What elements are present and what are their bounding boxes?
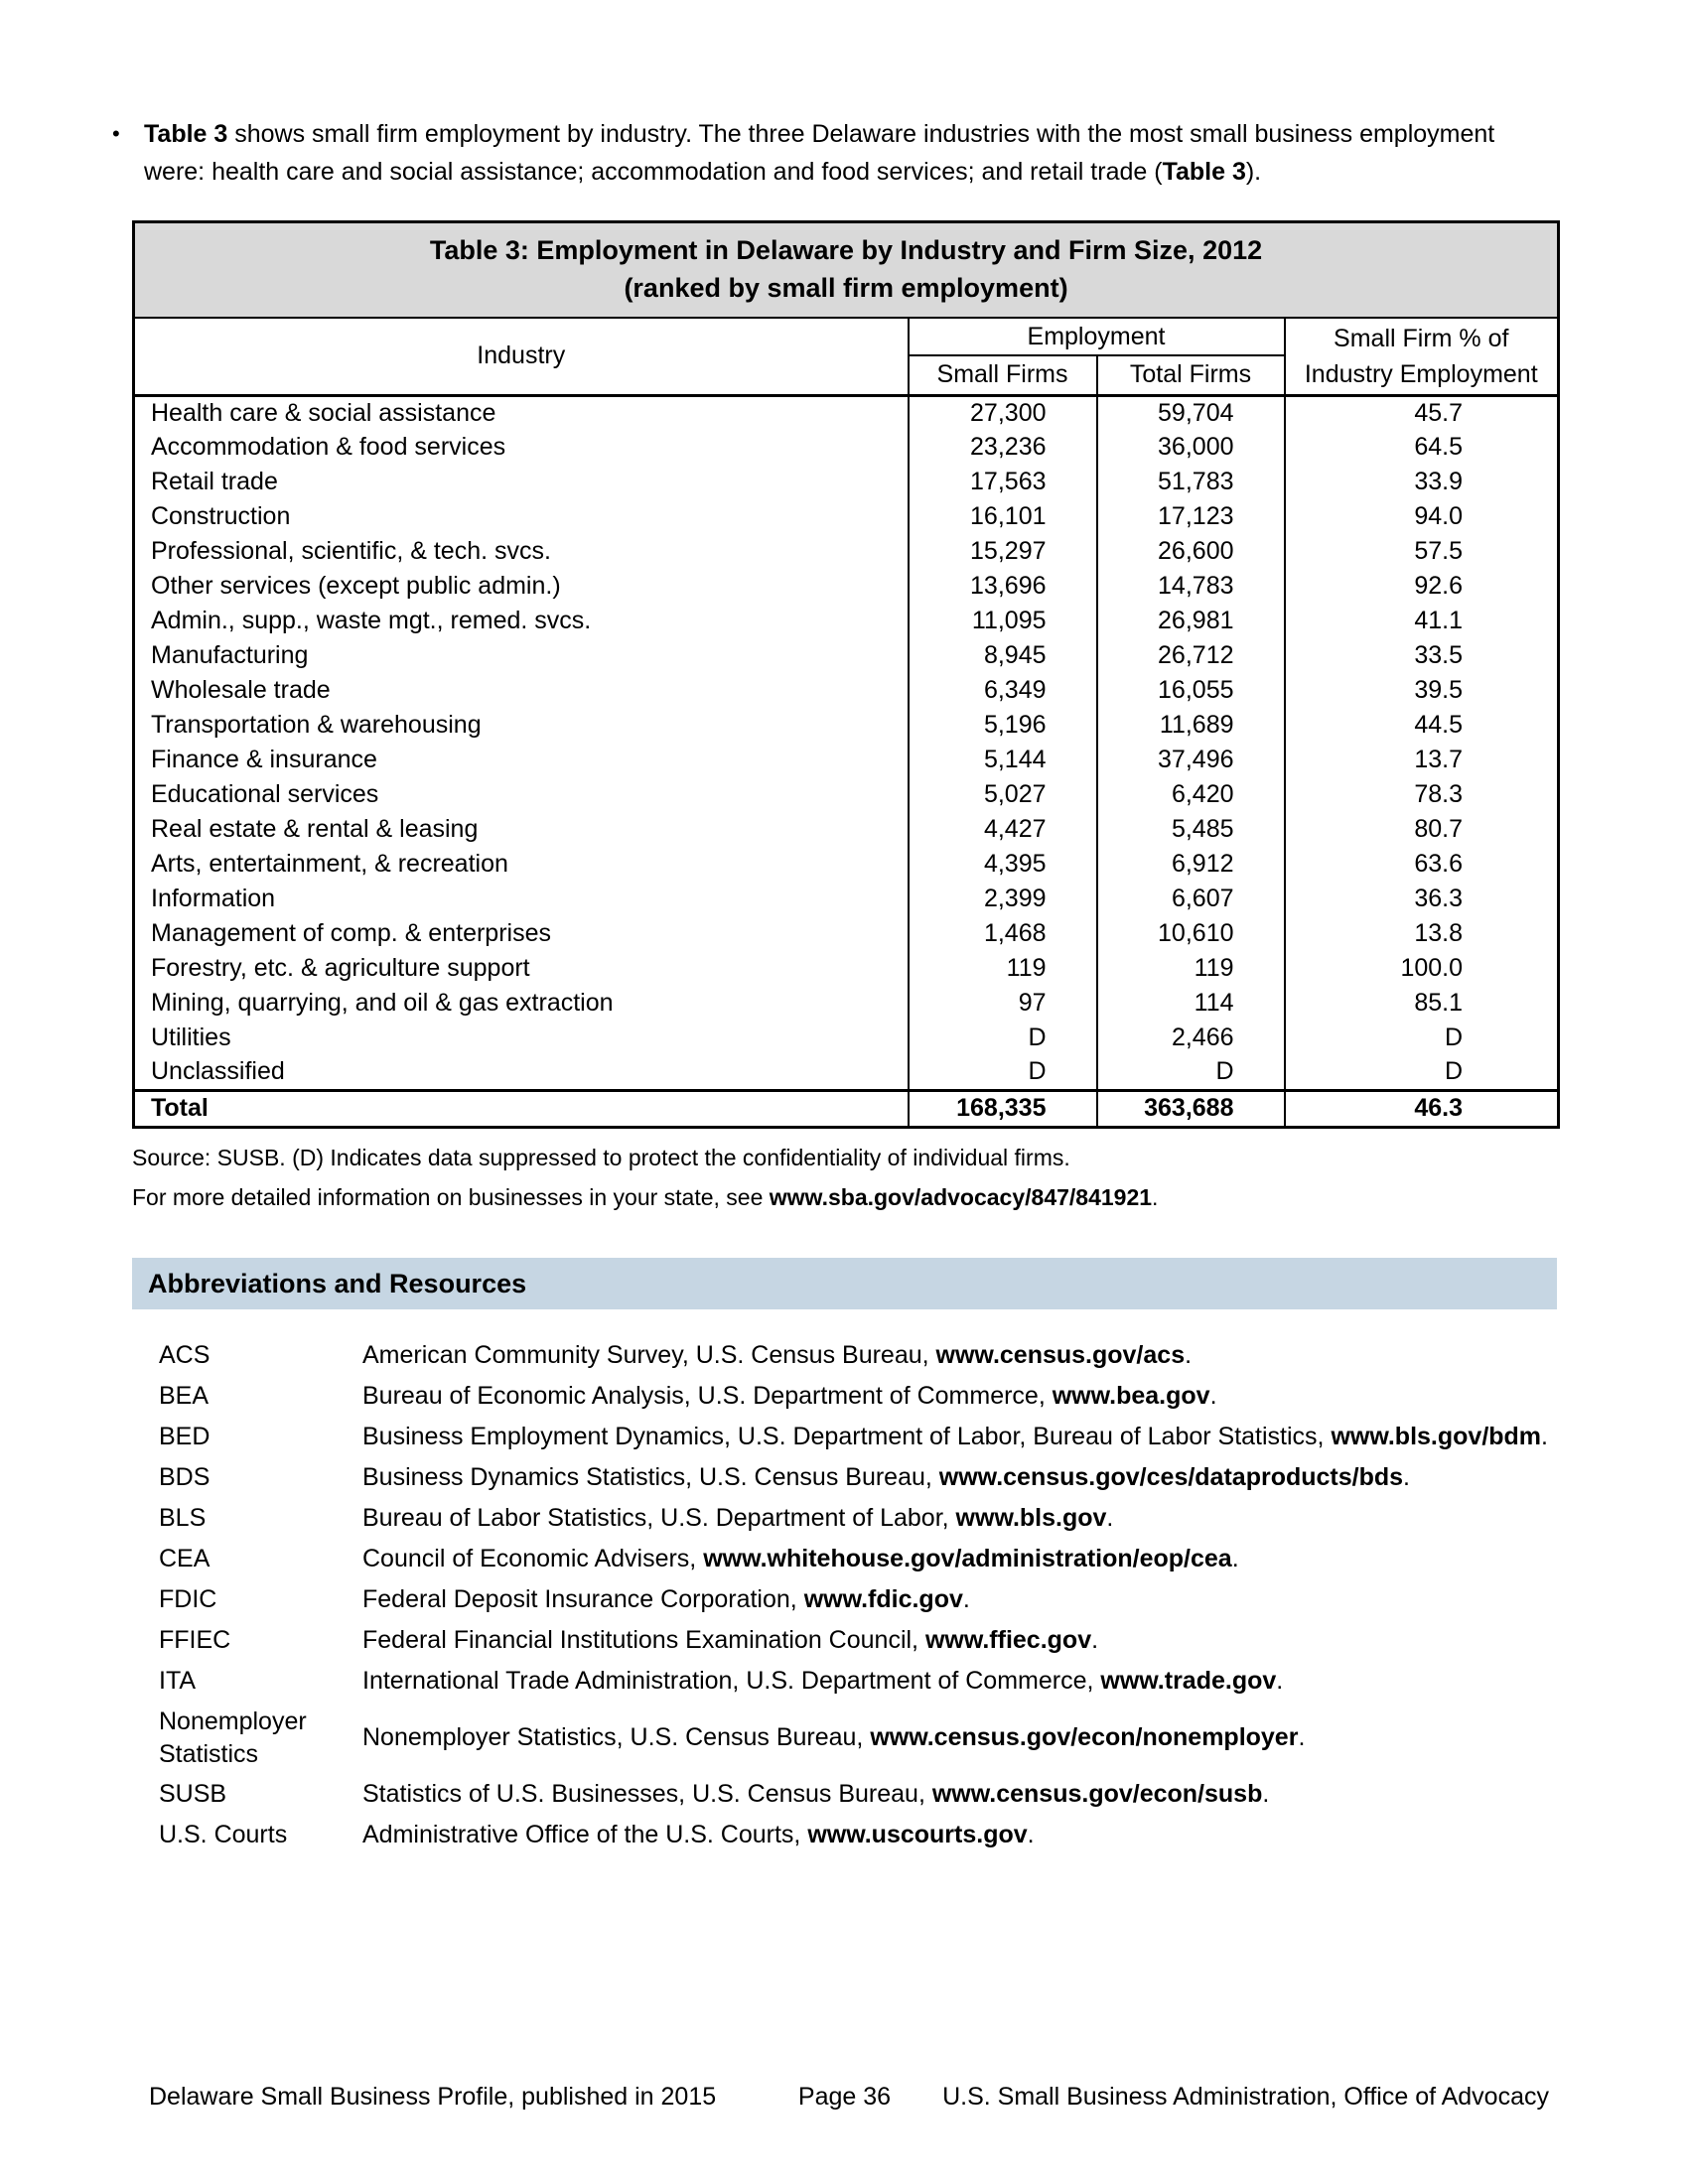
header-small-firm-pct [1285, 318, 1559, 395]
pct-cell: 36.3 [1414, 885, 1464, 912]
abbrev-description: Nonemployer Statistics, U.S. Census Bureau, www.census.gov/econ/nonemployer. [362, 1723, 1306, 1751]
pct-cell: 94.0 [1414, 502, 1464, 530]
total-firms-cell: 26,712 [1097, 638, 1285, 673]
small-firms-cell: 5,196 [909, 708, 1097, 743]
intro-body: shows small firm employment by industry. The three Delaware industries with the most small business employment were: health care and social assistance; accommodation and food services; and retail trade ( [144, 120, 1495, 186]
abbrev-item [132, 1624, 1557, 1658]
industry-cell: Information [134, 882, 909, 916]
small-firms-cell: 1,468 [909, 916, 1097, 951]
intro-bold-table3-ref: Table 3 [1162, 158, 1246, 186]
abbrev-description: American Community Survey, U.S. Census Bureau, www.census.gov/acs. [362, 1341, 1193, 1369]
abbrev-term: BED [159, 1423, 211, 1450]
pct-cell: 13.7 [1414, 746, 1464, 773]
industry-row [134, 569, 1559, 604]
header-industry: Industry [134, 318, 909, 395]
abbrev-item [132, 1778, 1557, 1812]
abbrev-item [132, 1665, 1557, 1699]
pct-cell: 41.1 [1414, 607, 1464, 634]
industry-cell: Educational services [134, 777, 909, 812]
abbrev-list [132, 1339, 1557, 1852]
small-firms-cell: 4,395 [909, 847, 1097, 882]
total-firms-cell: 2,466 [1097, 1021, 1285, 1055]
industry-cell: Transportation & warehousing [134, 708, 909, 743]
header-pct-line2: Industry Employment [1304, 359, 1538, 388]
pct-cell: 44.5 [1414, 711, 1464, 739]
abbrev-term: ACS [159, 1341, 211, 1369]
pct-cell: 64.5 [1414, 433, 1464, 461]
industry-row [134, 673, 1559, 708]
abbrev-term: ITA [159, 1667, 197, 1695]
small-firms-cell: 5,144 [909, 743, 1097, 777]
industry-row [134, 534, 1559, 569]
abbrev-url: www.trade.gov [1100, 1667, 1277, 1695]
small-firms-cell: 5,027 [909, 777, 1097, 812]
abbrev-term: U.S. Courts [159, 1821, 288, 1848]
industry-cell: Management of comp. & enterprises [134, 916, 909, 951]
total-firms-cell: 36,000 [1097, 430, 1285, 465]
abbrev-term: BLS [159, 1504, 207, 1532]
total-firms-cell: 10,610 [1097, 916, 1285, 951]
total-firms-cell: 51,783 [1097, 465, 1285, 499]
abbrev-term: FFIEC [159, 1626, 231, 1654]
total-firms-cell: 114 [1097, 986, 1285, 1021]
intro-text [144, 115, 1542, 191]
total-firms-cell: 6,912 [1097, 847, 1285, 882]
small-firms-cell: 97 [909, 986, 1097, 1021]
table-title-line1: Table 3: Employment in Delaware by Industry and Firm Size, 2012 [429, 235, 1263, 265]
industry-row [134, 395, 1559, 430]
abbrev-url: www.ffiec.gov [924, 1626, 1092, 1654]
abbrev-term: CEA [159, 1545, 211, 1572]
industry-cell: Professional, scientific, & tech. svcs. [134, 534, 909, 569]
small-firms-cell: 16,101 [909, 499, 1097, 534]
abbrev-item [132, 1380, 1557, 1414]
industry-row [134, 430, 1559, 465]
small-firms-cell: 4,427 [909, 812, 1097, 847]
abbrev-item [132, 1706, 1557, 1771]
header-row-group [134, 318, 1559, 355]
industry-cell: Utilities [134, 1021, 909, 1055]
pct-cell: 33.9 [1414, 468, 1464, 495]
industry-row [134, 708, 1559, 743]
table-footer [134, 1090, 1559, 1127]
total-firms-cell: 59,704 [1097, 395, 1285, 430]
industry-cell: Other services (except public admin.) [134, 569, 909, 604]
industry-cell: Construction [134, 499, 909, 534]
total-firms-cell: 119 [1097, 951, 1285, 986]
page-content [112, 0, 1557, 2184]
total-pct-cell: 46.3 [1414, 1094, 1464, 1122]
pct-cell: 45.7 [1414, 398, 1464, 427]
footer-publication: Delaware Small Business Profile, published in 2015 [149, 2083, 717, 2111]
total-firms-cell: 26,981 [1097, 604, 1285, 638]
pct-cell: 85.1 [1414, 989, 1464, 1017]
industry-cell: Admin., supp., waste mgt., remed. svcs. [134, 604, 909, 638]
industry-row [134, 604, 1559, 638]
pct-cell: 33.5 [1414, 641, 1464, 669]
industry-cell: Manufacturing [134, 638, 909, 673]
industry-cell: Accommodation & food services [134, 430, 909, 465]
pct-cell: D [1444, 1057, 1464, 1086]
abbrev-item [132, 1819, 1557, 1852]
small-firms-cell: 2,399 [909, 882, 1097, 916]
total-firms-cell: 26,600 [1097, 534, 1285, 569]
employment-table [132, 220, 1560, 1129]
source-note-2 [132, 1182, 1557, 1212]
abbrev-item [132, 1583, 1557, 1617]
industry-cell: Unclassified [134, 1055, 909, 1090]
industry-row [134, 812, 1559, 847]
abbrev-url: www.bea.gov [1052, 1382, 1210, 1410]
pct-cell: 92.6 [1414, 572, 1464, 600]
small-firms-cell: 27,300 [909, 395, 1097, 430]
industry-row [134, 951, 1559, 986]
total-small-firms-cell: 168,335 [909, 1090, 1097, 1127]
industry-row [134, 743, 1559, 777]
small-firms-cell: D [909, 1021, 1097, 1055]
table-header [134, 222, 1559, 396]
abbrev-item [132, 1502, 1557, 1536]
table-body [134, 395, 1559, 1090]
intro-bullet-paragraph [112, 115, 1557, 191]
abbrev-description: Federal Financial Institutions Examination Council, www.ffiec.gov. [362, 1626, 1099, 1654]
total-firms-cell: 16,055 [1097, 673, 1285, 708]
footer-agency: U.S. Small Business Administration, Office of Advocacy [942, 2083, 1549, 2111]
table-title-line2: (ranked by small firm employment) [624, 273, 1068, 303]
total-firms-cell: D [1097, 1055, 1285, 1090]
abbrev-item [132, 1543, 1557, 1576]
abbrev-term: SUSB [159, 1780, 227, 1808]
abbrev-url: www.fdic.gov [803, 1585, 963, 1613]
header-pct-line1: Small Firm % of [1334, 324, 1509, 352]
abbrev-url: www.census.gov/econ/susb [931, 1780, 1263, 1808]
industry-cell: Arts, entertainment, & recreation [134, 847, 909, 882]
abbrev-url: www.whitehouse.gov/administration/eop/cea [703, 1545, 1232, 1572]
abbrev-url: www.census.gov/ces/dataproducts/bds [938, 1463, 1404, 1491]
industry-row [134, 847, 1559, 882]
small-firms-cell: D [909, 1055, 1097, 1090]
source-note-2-suffix: . [1152, 1183, 1159, 1210]
small-firms-cell: 8,945 [909, 638, 1097, 673]
total-firms-cell: 6,420 [1097, 777, 1285, 812]
abbrev-description: Council of Economic Advisers, www.whitehouse.gov/administration/eop/cea. [362, 1545, 1239, 1572]
abbrev-description: International Trade Administration, U.S. Department of Commerce, www.trade.gov. [362, 1667, 1284, 1695]
abbrev-item [132, 1421, 1557, 1454]
abbrev-term: BDS [159, 1463, 211, 1491]
pct-cell: 39.5 [1414, 676, 1464, 704]
total-firms-cell: 5,485 [1097, 812, 1285, 847]
header-small-firms: Small Firms [909, 355, 1097, 395]
industry-cell: Retail trade [134, 465, 909, 499]
abbrev-description: Bureau of Economic Analysis, U.S. Department of Commerce, www.bea.gov. [362, 1382, 1217, 1410]
small-firms-cell: 13,696 [909, 569, 1097, 604]
small-firms-cell: 11,095 [909, 604, 1097, 638]
industry-cell: Real estate & rental & leasing [134, 812, 909, 847]
total-row [134, 1090, 1559, 1127]
total-total-firms-cell: 363,688 [1097, 1090, 1285, 1127]
pct-cell: 78.3 [1414, 780, 1464, 808]
industry-row [134, 986, 1559, 1021]
abbrev-url: www.census.gov/acs [935, 1341, 1186, 1369]
total-firms-cell: 17,123 [1097, 499, 1285, 534]
industry-row [134, 916, 1559, 951]
pct-cell: 13.8 [1414, 919, 1464, 947]
abbrev-description: Federal Deposit Insurance Corporation, www.fdic.gov. [362, 1585, 970, 1613]
abbrev-description: Bureau of Labor Statistics, U.S. Department of Labor, www.bls.gov. [362, 1504, 1114, 1532]
abbrev-url: www.bls.gov [955, 1504, 1107, 1532]
intro-tail: ). [1245, 158, 1262, 186]
industry-row [134, 1021, 1559, 1055]
abbrev-item [132, 1461, 1557, 1495]
total-firms-cell: 37,496 [1097, 743, 1285, 777]
footer-page-number: Page 36 [797, 2083, 892, 2111]
industry-cell: Wholesale trade [134, 673, 909, 708]
source-note-1: Source: SUSB. (D) Indicates data suppressed to protect the confidentiality of individual firms. [132, 1144, 1070, 1170]
pct-cell: 63.6 [1414, 850, 1464, 878]
abbrev-term: FDIC [159, 1585, 217, 1613]
abbreviations-section-header: Abbreviations and Resources [132, 1258, 1557, 1309]
industry-row [134, 882, 1559, 916]
abbrev-item [132, 1339, 1557, 1373]
industry-cell: Mining, quarrying, and oil & gas extraction [134, 986, 909, 1021]
industry-row [134, 465, 1559, 499]
bullet-marker: • [112, 121, 120, 146]
pct-cell: 100.0 [1400, 954, 1464, 982]
industry-cell: Health care & social assistance [134, 395, 909, 430]
industry-cell: Forestry, etc. & agriculture support [134, 951, 909, 986]
small-firms-cell: 17,563 [909, 465, 1097, 499]
abbrev-description: Administrative Office of the U.S. Courts, www.uscourts.gov. [362, 1821, 1035, 1848]
industry-row [134, 499, 1559, 534]
small-firms-cell: 119 [909, 951, 1097, 986]
intro-bold-table3: Table 3 [144, 120, 228, 148]
industry-cell: Finance & insurance [134, 743, 909, 777]
pct-cell: D [1444, 1024, 1464, 1051]
pct-cell: 57.5 [1414, 537, 1464, 565]
abbrev-url: www.census.gov/econ/nonemployer [870, 1723, 1299, 1751]
total-firms-cell: 6,607 [1097, 882, 1285, 916]
table-title-row [134, 222, 1559, 319]
industry-row [134, 1055, 1559, 1090]
table-title-cell [134, 222, 1559, 319]
abbrev-description: Statistics of U.S. Businesses, U.S. Census Bureau, www.census.gov/econ/susb. [362, 1780, 1270, 1808]
source-note-2-text: For more detailed information on businesses in your state, see [132, 1183, 770, 1210]
total-firms-cell: 14,783 [1097, 569, 1285, 604]
abbrev-term: BEA [159, 1382, 210, 1410]
abbrev-url: www.uscourts.gov [807, 1821, 1028, 1848]
header-total-firms: Total Firms [1129, 360, 1252, 389]
small-firms-cell: 23,236 [909, 430, 1097, 465]
small-firms-cell: 6,349 [909, 673, 1097, 708]
total-label-cell: Total [134, 1090, 909, 1127]
industry-row [134, 638, 1559, 673]
header-employment-group: Employment [909, 318, 1285, 355]
pct-cell: 80.7 [1414, 815, 1464, 843]
abbrev-description: Business Employment Dynamics, U.S. Department of Labor, Bureau of Labor Statistics, www.bls.gov/bdm. [362, 1423, 1548, 1450]
total-firms-cell: 11,689 [1097, 708, 1285, 743]
small-firms-cell: 15,297 [909, 534, 1097, 569]
source-note-url: www.sba.gov/advocacy/847/841921 [769, 1183, 1153, 1210]
abbrev-description: Business Dynamics Statistics, U.S. Census Bureau, www.census.gov/ces/dataproducts/bds. [362, 1463, 1410, 1491]
abbrev-term: Nonemployer Statistics [159, 1706, 307, 1768]
industry-row [134, 777, 1559, 812]
abbrev-url: www.bls.gov/bdm [1331, 1423, 1542, 1450]
